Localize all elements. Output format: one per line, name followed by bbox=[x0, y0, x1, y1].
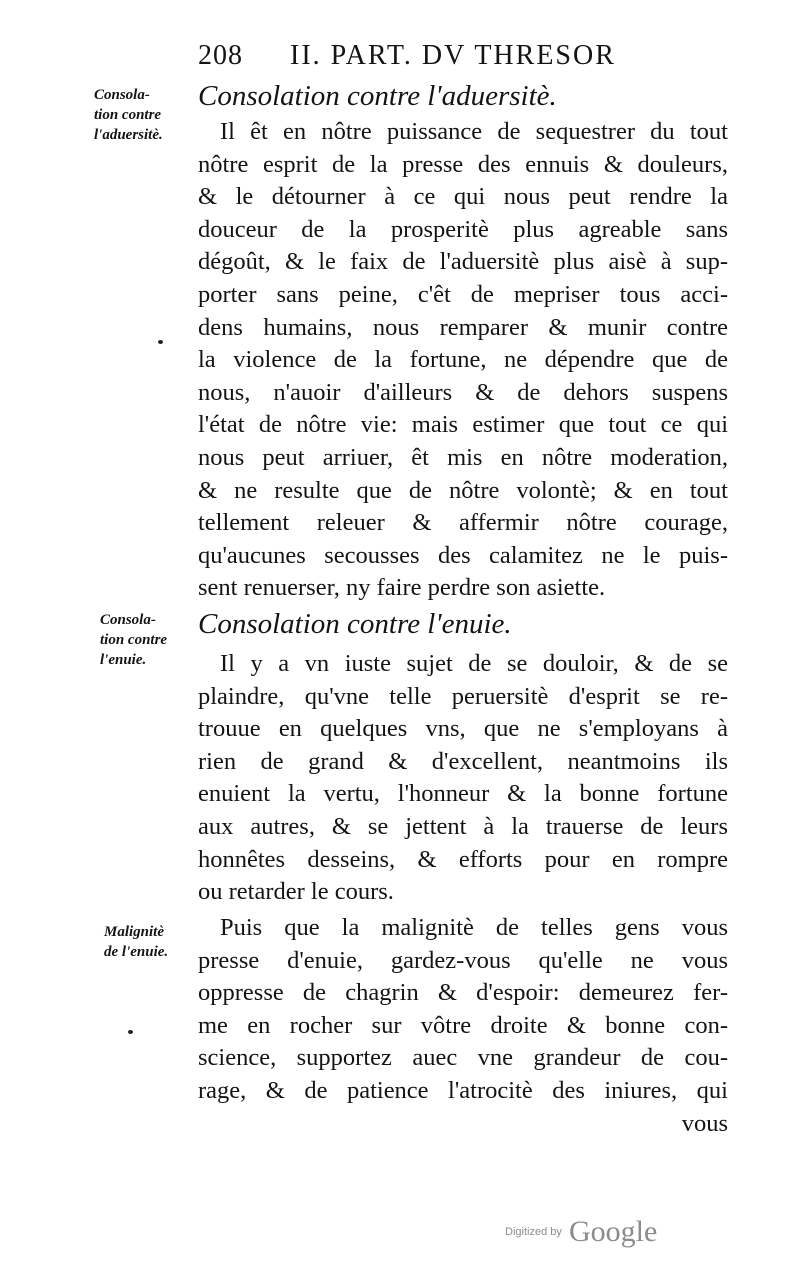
text-line: rage, & de patience l'atrocitè des iniures, qui bbox=[198, 1076, 728, 1104]
google-logo: Google bbox=[568, 1215, 658, 1248]
text-line: sent renuerser, ny faire perdre son asiette. bbox=[198, 574, 606, 602]
digitized-watermark bbox=[505, 1215, 657, 1249]
text-line: me en rocher sur vôtre droite & bonne con- bbox=[198, 1011, 728, 1039]
text-line: aux autres, & se jettent à la trauerse de leurs bbox=[198, 812, 728, 840]
ink-speck bbox=[158, 340, 163, 344]
text-line: enuient la vertu, l'honneur & la bonne fortune bbox=[198, 780, 728, 808]
running-title: II. PART. DV THRESOR bbox=[290, 40, 616, 71]
text-line: Puis que la malignitè de telles gens vous bbox=[220, 914, 728, 941]
section-title-enuie: Consolation contre l'enuie. bbox=[198, 608, 512, 640]
text-line: porter sans peine, c'êt de mepriser tous acci- bbox=[198, 280, 728, 308]
text-line: trouue en quelques vns, que ne s'employans à bbox=[198, 715, 728, 743]
paragraph-malignite bbox=[198, 912, 728, 1140]
margin-note-enuie: Consola- tion contre l'enuie. bbox=[100, 612, 168, 668]
text-line: dens humains, nous remparer & munir contre bbox=[198, 313, 728, 341]
text-line: nous peut arriuer, êt mis en nôtre moderation, bbox=[198, 443, 728, 471]
text-line: & ne resulte que de nôtre volontè; & en tout bbox=[198, 476, 728, 504]
text-line: ou retarder le cours. bbox=[198, 878, 394, 906]
margin-note-aduersite: Consola- tion contre l'aduersitè. bbox=[94, 87, 163, 143]
text-line: Il êt en nôtre puissance de sequestrer du tout bbox=[220, 118, 728, 145]
page-number: 208 bbox=[198, 40, 243, 71]
paragraph-aduersite bbox=[198, 116, 728, 605]
margin-note-malignite: Malignitè de l'enuie. bbox=[104, 924, 169, 960]
watermark-prefix: Digitized by bbox=[505, 1226, 562, 1238]
text-line: nôtre esprit de la presse des ennuis & douleurs, bbox=[198, 150, 728, 178]
text-line: science, supportez auec vne grandeur de cou- bbox=[198, 1044, 728, 1072]
section-title-aduersite: Consolation contre l'aduersitè. bbox=[198, 80, 557, 112]
text-line: l'état de nôtre vie: mais estimer que tout ce qui bbox=[198, 411, 728, 439]
text-line: & le détourner à ce qui nous peut rendre la bbox=[198, 183, 728, 211]
text-line: dégoût, & le faix de l'aduersitè plus aisè à sup- bbox=[198, 248, 728, 276]
text-line: Il y a vn iuste sujet de se douloir, & de se bbox=[220, 650, 728, 677]
text-line: oppresse de chagrin & d'espoir: demeurez fer- bbox=[198, 979, 728, 1007]
text-line: qu'aucunes secousses des calamitez ne le puis- bbox=[198, 541, 728, 569]
text-line: plaindre, qu'vne telle peruersitè d'esprit se re- bbox=[198, 682, 728, 710]
text-line: presse d'enuie, gardez-vous qu'elle ne vous bbox=[198, 946, 728, 974]
text-line: la violence de la fortune, ne dépendre que de bbox=[198, 346, 728, 374]
page-header bbox=[198, 40, 668, 80]
text-line: honnêtes desseins, & efforts pour en rompre bbox=[198, 845, 728, 873]
text-line: tellement releuer & affermir nôtre courage, bbox=[198, 509, 728, 537]
text-line: nous, n'auoir d'ailleurs & de dehors suspens bbox=[198, 378, 728, 406]
text-line: rien de grand & d'excellent, neantmoins ils bbox=[198, 747, 728, 775]
text-line: douceur de la prosperitè plus agreable sans bbox=[198, 215, 728, 243]
paragraph-enuie bbox=[198, 648, 728, 909]
ink-speck bbox=[128, 1030, 133, 1034]
catchword: vous bbox=[681, 1109, 728, 1137]
